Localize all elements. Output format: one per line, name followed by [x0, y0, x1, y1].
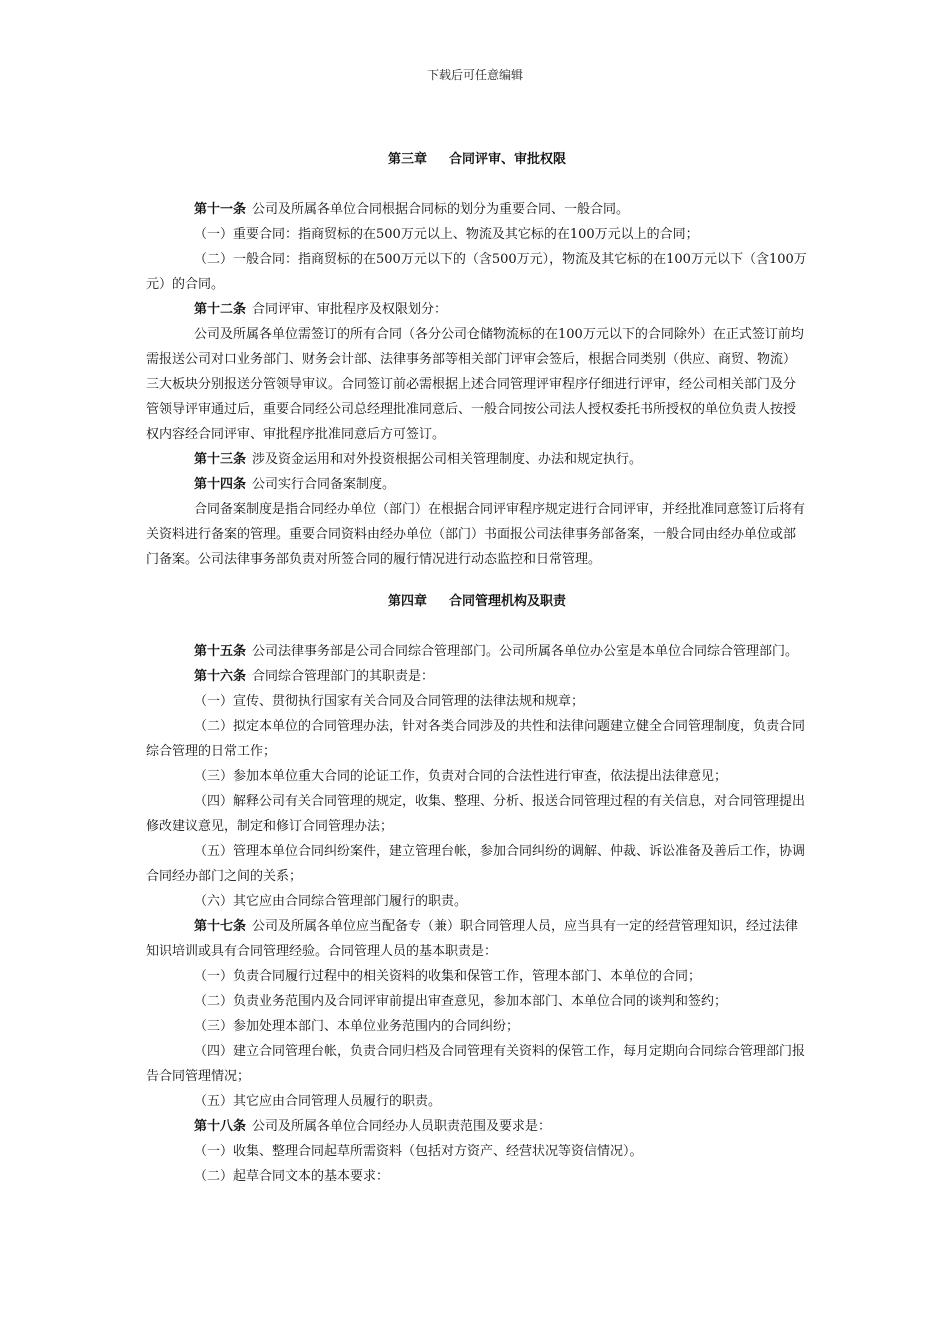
- article-paragraph: [146, 447, 808, 472]
- list-item: （五）其它应由合同管理人员履行的职责。: [194, 1094, 442, 1109]
- article-text: 公司及所属各单位合同经办人员职责范围及要求是：: [252, 1119, 552, 1134]
- list-item: （二）一般合同：指商贸标的在500万元以下的（含500万元），物流及其它标的在100万元以下（含100万元）的合同。: [146, 252, 807, 292]
- article-paragraph: [146, 1114, 808, 1139]
- list-item: （五）管理本单位合同纠纷案件，建立管理台帐，参加合同纠纷的调解、仲裁、诉讼准备及善后工作，协调合同经办部门之间的关系；: [146, 844, 806, 884]
- list-item: （二）负责业务范围内及合同评审前提出审查意见，参加本部门、本单位合同的谈判和签约；: [194, 994, 728, 1009]
- article-text: 公司及所属各单位应当配备专（兼）职合同管理人员，应当具有一定的经营管理知识，经过法律知识培训或具有合同管理经验。合同管理人员的基本职责是：: [146, 919, 799, 959]
- article-label: 第十三条: [194, 452, 247, 467]
- page-header: 下载后可任意编辑: [426, 68, 523, 82]
- body-paragraph: 公司及所属各单位需签订的所有合同（各分公司仓储物流标的在100万元以下的合同除外）在正式签订前均需报送公司对口业务部门、财务会计部、法律事务部等相关部门评审会签后，根据合同类别（供应、商贸、物流）三大板块分别报送分管领导审议。合同签订前必需根据上述合同管理评审程序仔细进行评审，经公司相关部门及分管领导评审通过后，重要合同经公司总经理批准同意后、一般合同按公司法人授权委托书所授权的单位负责人按授权内容经合同评审、审批程序批准同意后方可签订。: [146, 327, 804, 442]
- article-paragraph: [146, 914, 808, 964]
- list-item: （一）负责合同履行过程中的相关资料的收集和保管工作，管理本部门、本单位的合同；: [194, 969, 702, 984]
- article-label: 第十五条: [194, 644, 247, 659]
- chapter-number: 第三章: [387, 152, 427, 167]
- chapter-heading: [146, 147, 808, 172]
- article-label: 第十四条: [194, 477, 247, 492]
- article-label: 第十六条: [194, 669, 247, 684]
- article-text: 公司及所属各单位合同根据合同标的划分为重要合同、一般合同。: [252, 202, 630, 217]
- list-item: （三）参加本单位重大合同的论证工作，负责对合同的合法性进行审查，依法提出法律意见；: [194, 769, 728, 784]
- article-label: 第十一条: [194, 202, 247, 217]
- list-item: （一）收集、整理合同起草所需资料（包括对方资产、经营状况等资信情况）。: [194, 1144, 643, 1159]
- list-item: （一）宣传、贯彻执行国家有关合同及合同管理的法律法规和规章；: [194, 694, 585, 709]
- list-item: （六）其它应由合同综合管理部门履行的职责。: [194, 894, 468, 909]
- article-paragraph: [146, 472, 808, 497]
- article-label: 第十七条: [194, 919, 247, 934]
- article-paragraph: [146, 639, 808, 664]
- article-paragraph: [146, 664, 808, 689]
- body-paragraph: 合同备案制度是指合同经办单位（部门）在根据合同评审程序规定进行合同评审，并经批准同意签订后将有关资料进行备案的管理。重要合同资料由经办单位（部门）书面报公司法律事务部备案，一般合同由经办单位或部门备案。公司法律事务部负责对所签合同的履行情况进行动态监控和日常管理。: [146, 502, 806, 567]
- list-item: （四）建立合同管理台帐，负责合同归档及合同管理有关资料的保管工作，每月定期向合同综合管理部门报告合同管理情况；: [146, 1044, 806, 1084]
- list-item: （二）起草合同文本的基本要求：: [194, 1169, 390, 1184]
- article-text: 合同综合管理部门的其职责是：: [252, 669, 435, 684]
- article-paragraph: [146, 197, 808, 222]
- chapter-title: 合同管理机构及职责: [449, 594, 567, 609]
- article-label: 第十二条: [194, 302, 247, 317]
- list-item: （二）拟定本单位的合同管理办法，针对各类合同涉及的共性和法律问题建立健全合同管理制度，负责合同综合管理的日常工作；: [146, 719, 806, 759]
- article-text: 涉及资金运用和对外投资根据公司相关管理制度、办法和规定执行。: [252, 452, 643, 467]
- article-paragraph: [146, 297, 808, 322]
- document-body: [146, 147, 808, 1189]
- chapter-heading: [146, 589, 808, 614]
- article-text: 合同评审、审批程序及权限划分：: [252, 302, 448, 317]
- chapter-title: 合同评审、审批权限: [449, 152, 567, 167]
- article-text: 公司实行合同备案制度。: [252, 477, 396, 492]
- list-item: （一）重要合同：指商贸标的在500万元以上、物流及其它标的在100万元以上的合同；: [194, 227, 699, 242]
- article-label: 第十八条: [194, 1119, 247, 1134]
- list-item: （四）解释公司有关合同管理的规定，收集、整理、分析、报送合同管理过程的有关信息，对合同管理提出修改建议意见，制定和修订合同管理办法；: [146, 794, 806, 834]
- list-item: （三）参加处理本部门、本单位业务范围内的合同纠纷；: [194, 1019, 520, 1034]
- chapter-number: 第四章: [387, 594, 427, 609]
- article-text: 公司法律事务部是公司合同综合管理部门。公司所属各单位办公室是本单位合同综合管理部门。: [252, 644, 799, 659]
